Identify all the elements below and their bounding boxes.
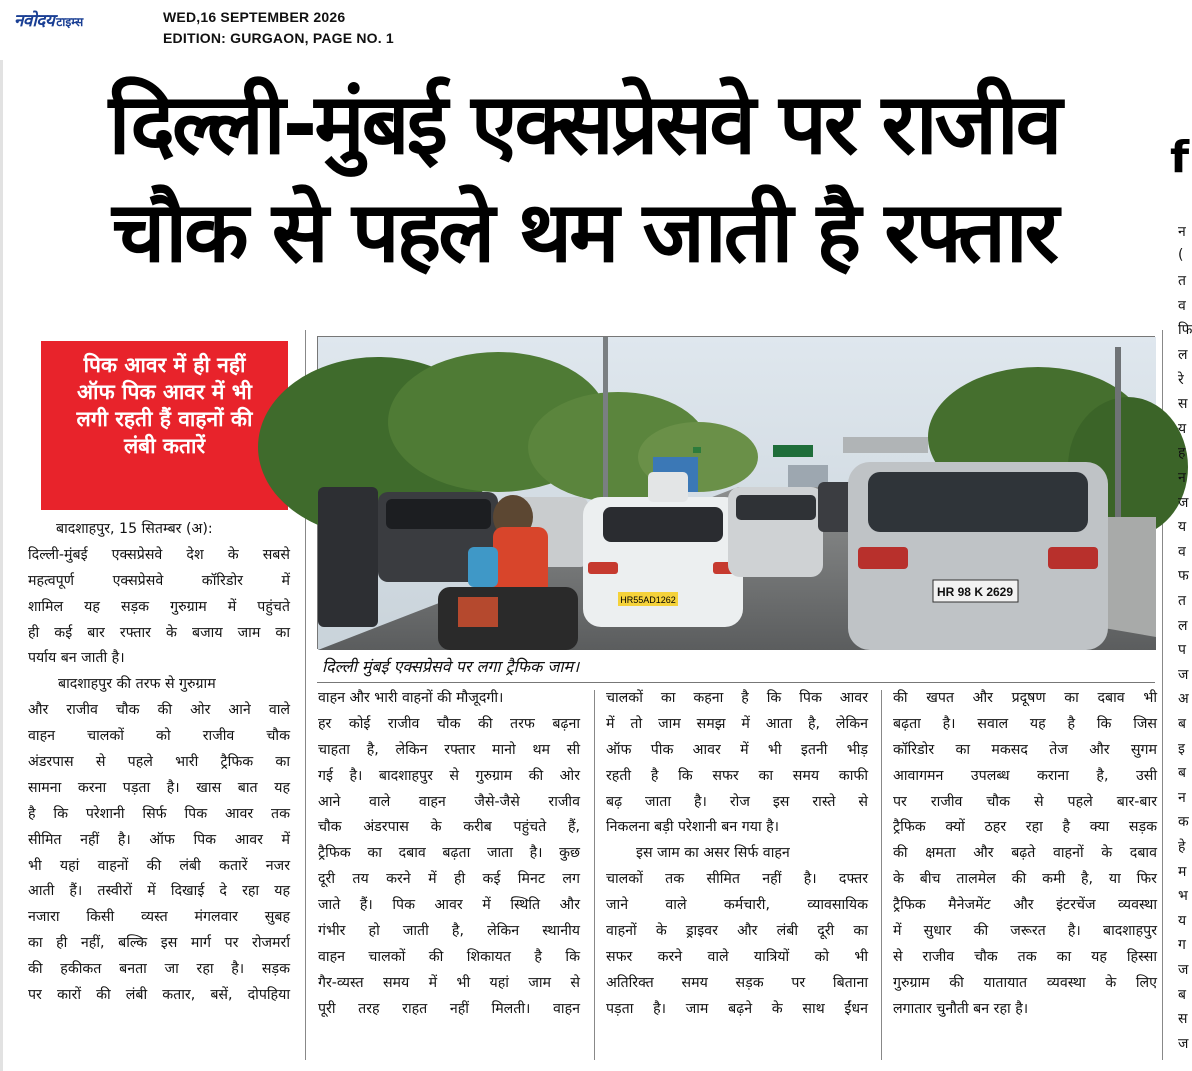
adjacent-headline-fragment: f: [1170, 132, 1190, 183]
callout-line: ऑफ पिक आवर में भी: [77, 380, 252, 404]
adjacent-text-fragment: व: [1178, 297, 1186, 314]
adjacent-column-fragment: [1170, 210, 1192, 1070]
text-line: ट्रैफिक मैनेजमेंट और इंटरचेंज व्यवस्था: [893, 897, 1157, 914]
text-line: अंडरपास से पहले भारी ट्रैफिक का: [28, 754, 290, 771]
text-line: वाहन और भारी वाहनों की मौजूदगी।: [318, 690, 504, 706]
text-line: गंभीर हो जाती है, लेकिन स्थानीय: [318, 923, 580, 940]
text-line: सीमित नहीं है। ऑफ पिक आवर में: [28, 831, 290, 848]
caption-rule: [317, 682, 1155, 683]
adjacent-text-fragment: ब: [1178, 765, 1186, 782]
text-line: का ही नहीं, बल्कि इस मार्ग पर रोजमर्रा: [28, 935, 290, 952]
adjacent-text-fragment: इ: [1178, 740, 1185, 757]
text-line: चौक अंडरपास के करीब पहुंचते हैं,: [318, 819, 580, 836]
logo-sub-text: टाइम्स: [56, 15, 84, 29]
adjacent-text-fragment: न: [1178, 470, 1186, 486]
text-line: वाहन चालकों की शिकायत है कि: [318, 948, 580, 965]
adjacent-text-fragment: रे: [1178, 371, 1184, 388]
text-line: पर कारों की लंबी कतार, बसें, दोपहिया: [28, 987, 290, 1004]
adjacent-text-fragment: ब: [1178, 986, 1186, 1003]
text-line: में सुधार की जरूरत है। बादशाहपुर: [893, 923, 1157, 940]
text-line: सामना करना पड़ता है। खास बात यह: [28, 779, 290, 796]
text-line: दूरी तय करने में ही कई मिनट लग: [318, 871, 580, 888]
edition-date: WED,16 SEPTEMBER 2026: [163, 9, 346, 25]
adjacent-text-fragment: म: [1178, 863, 1187, 880]
adjacent-text-fragment: व: [1178, 543, 1186, 560]
column-divider: [594, 690, 595, 1060]
traffic-jam-photo[interactable]: [317, 336, 1155, 649]
text-line: लगातार चुनौती बन रहा है।: [893, 1000, 1029, 1017]
adjacent-text-fragment: ज: [1178, 494, 1189, 511]
adjacent-text-fragment: ह: [1178, 445, 1186, 462]
adjacent-text-fragment: ग: [1178, 937, 1186, 954]
text-line: जाने वाले कर्मचारी, व्यावसायिक: [606, 897, 868, 914]
adjacent-text-fragment: त: [1178, 273, 1186, 290]
dateline: बादशाहपुर, 15 सितम्बर (अ):: [56, 521, 213, 537]
text-line: सफर करने वाले यात्रियों को भी: [606, 948, 868, 965]
text-line: इस जाम का असर सिर्फ वाहन: [636, 845, 790, 862]
adjacent-text-fragment: य: [1178, 912, 1187, 929]
text-line: महत्वपूर्ण एक्सप्रेसवे कॉरिडोर में: [28, 572, 290, 589]
headline-line-1: दिल्ली-मुंबई एक्सप्रेसवे पर राजीव: [108, 75, 1060, 173]
text-line: वाहन चालकों को राजीव चौक: [28, 728, 290, 745]
text-line: ही कई बार रफ्तार के बजाय जाम का: [28, 624, 290, 641]
adjacent-text-fragment: य: [1178, 420, 1187, 437]
adjacent-text-fragment: न: [1178, 789, 1186, 806]
adjacent-text-fragment: त: [1178, 593, 1186, 609]
page-headline: [0, 70, 1168, 286]
article-column-1: [28, 517, 290, 1009]
callout-line: पिक आवर में ही नहीं: [83, 353, 246, 377]
headline-line-2: चौक से पहले थम जाती है रफ्तार: [112, 183, 1056, 281]
adjacent-text-fragment: फि: [1178, 322, 1192, 339]
photo-illustration: [318, 337, 1156, 650]
adjacent-text-fragment: य: [1178, 519, 1187, 536]
photo-caption: दिल्ली मुंबई एक्सप्रेसवे पर लगा ट्रैफिक जाम।: [322, 657, 580, 676]
text-line: ट्रैफिक क्यों ठहर रहा है क्या सड़क: [893, 819, 1157, 836]
plate-text: HR 98 K 2629: [936, 585, 1014, 599]
text-line: पर राजीव चौक से पहले बार-बार: [893, 793, 1157, 810]
text-line: गुरुग्राम की यातायात व्यवस्था के लिए: [893, 974, 1157, 991]
text-line: कॉरिडोर का मकसद तेज और सुगम: [893, 741, 1157, 758]
text-line: बढ़ता है। सवाल यह है कि जिस: [893, 715, 1157, 732]
column-divider: [881, 690, 882, 1060]
text-line: जाते हैं। पिक आवर में स्थिति और: [318, 897, 580, 914]
adjacent-text-fragment: ज: [1178, 962, 1189, 978]
article-column-4: [893, 686, 1157, 1023]
text-line: बादशाहपुर की तरफ से गुरुग्राम: [58, 676, 216, 693]
text-line: पर्याय बन जाती है।: [28, 650, 125, 667]
logo-main-text: नवोदय: [14, 11, 55, 31]
article-column-2: [318, 686, 580, 1023]
adjacent-text-fragment: (: [1178, 246, 1184, 263]
text-line: पड़ता है। जाम बढ़ने के साथ ईंधन: [606, 1000, 868, 1017]
text-line: वाहनों के ड्राइवर और लंबी दूरी का: [606, 923, 868, 940]
adjacent-text-fragment: हे: [1178, 839, 1186, 855]
adjacent-text-fragment: अ: [1178, 691, 1189, 708]
adjacent-text-fragment: ल: [1178, 617, 1188, 634]
text-line: गई है। बादशाहपुर से गुरुग्राम की ओर: [318, 767, 580, 784]
adjacent-text-fragment: फ: [1178, 568, 1189, 585]
adjacent-text-fragment: ज: [1178, 666, 1189, 683]
text-line: के बीच तालमेल की कमी है, या फिर: [893, 871, 1157, 888]
plate-text: HR55AD1262: [620, 595, 676, 605]
text-line: और राजीव चौक की ओर आने वाले: [28, 702, 290, 719]
adjacent-text-fragment: स: [1178, 396, 1188, 413]
callout-line: लंबी कतारें: [123, 434, 206, 458]
adjacent-text-fragment: ल: [1178, 347, 1188, 363]
article-column-3: [606, 686, 868, 1023]
text-line: ऑफ पीक आवर में भी इतनी भीड़: [606, 741, 868, 758]
text-line: की खपत और प्रदूषण का दबाव भी: [893, 690, 1157, 706]
masthead: [0, 0, 1189, 52]
adjacent-text-fragment: न: [1178, 224, 1186, 240]
callout-line: लगी रहती हैं वाहनों की: [76, 407, 253, 431]
adjacent-text-fragment: प: [1178, 642, 1186, 659]
adjacent-text-fragment: भ: [1178, 888, 1188, 905]
text-line: नजारा किसी व्यस्त मंगलवार सुबह: [28, 909, 290, 926]
text-line: शामिल यह सड़क गुरुग्राम में पहुंचते: [28, 598, 290, 615]
text-line: दिल्ली-मुंबई एक्सप्रेसवे देश के सबसे: [28, 546, 290, 563]
text-line: रहती है कि सफर का समय काफी: [606, 767, 868, 784]
adjacent-text-fragment: स: [1178, 1011, 1188, 1028]
newspaper-logo[interactable]: [14, 8, 83, 32]
text-line: की क्षमता और बढ़ते वाहनों के दबाव: [893, 845, 1157, 862]
text-line: चालकों का कहना है कि पिक आवर: [606, 690, 868, 706]
adjacent-text-fragment: ज: [1178, 1035, 1189, 1052]
text-line: गैर-व्यस्त समय में भी यहां जाम से: [318, 974, 580, 991]
text-line: की हकीकत बनता जा रहा है। सड़क: [28, 961, 290, 978]
text-line: पूरी तरह राहत नहीं मिलती। वाहन: [318, 1000, 580, 1017]
highlight-callout: [41, 341, 288, 510]
adjacent-text-fragment: ब: [1178, 716, 1186, 732]
adjacent-text-fragment: क: [1178, 814, 1189, 831]
text-line: चाहता है, लेकिन रफ्तार मानो थम सी: [318, 741, 580, 758]
text-line: चालकों तक सीमित नहीं है। दफ्तर: [606, 871, 868, 888]
text-line: ट्रैफिक का दबाव बढ़ता जाता है। कुछ: [318, 845, 580, 862]
text-line: आती हैं। तस्वीरों में दिखाई दे रहा यह: [28, 883, 290, 900]
edition-info: EDITION: GURGAON, PAGE NO. 1: [163, 30, 394, 46]
text-line: आने वाले वाहन जैसे-जैसे राजीव: [318, 793, 580, 810]
text-line: भी यहां वाहनों की लंबी कतारें नजर: [28, 857, 290, 874]
text-line: से राजीव चौक तक का यह हिस्सा: [893, 948, 1157, 965]
text-line: अतिरिक्त समय सड़क पर बिताना: [606, 974, 868, 991]
text-line: बढ़ जाता है। रोज इस रास्ते से: [606, 793, 868, 810]
text-line: में तो जाम समझ में आता है, लेकिन: [606, 715, 868, 732]
text-line: निकलना बड़ी परेशानी बन गया है।: [606, 819, 780, 836]
text-line: है कि परेशानी सिर्फ पिक आवर तक: [28, 805, 290, 822]
text-line: हर कोई राजीव चौक की तरफ बढ़ना: [318, 715, 580, 732]
text-line: आवागमन उपलब्ध कराना है, उसी: [893, 767, 1157, 784]
